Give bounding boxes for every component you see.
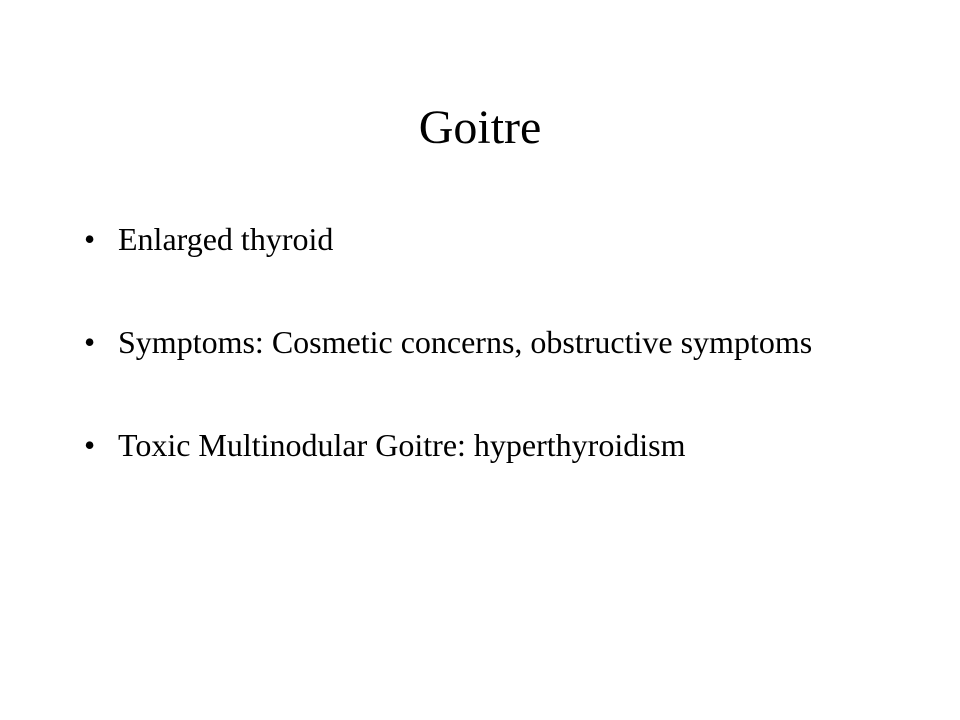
bullet-list [84,220,884,464]
slide-title: Goitre [418,101,542,154]
bullet-dot-icon: • [84,324,96,360]
bullet-dot-icon: • [84,221,96,257]
bullet-text: Enlarged thyroid [118,221,334,257]
bullet-text: Symptoms: Cosmetic concerns, obstructive symptoms [118,324,813,360]
bullet-text: Toxic Multinodular Goitre: hyperthyroidism [118,427,686,463]
bullet-dot-icon: • [84,427,96,463]
bullet-item [84,323,884,361]
bullet-item [84,220,884,258]
bullet-item [84,426,884,464]
